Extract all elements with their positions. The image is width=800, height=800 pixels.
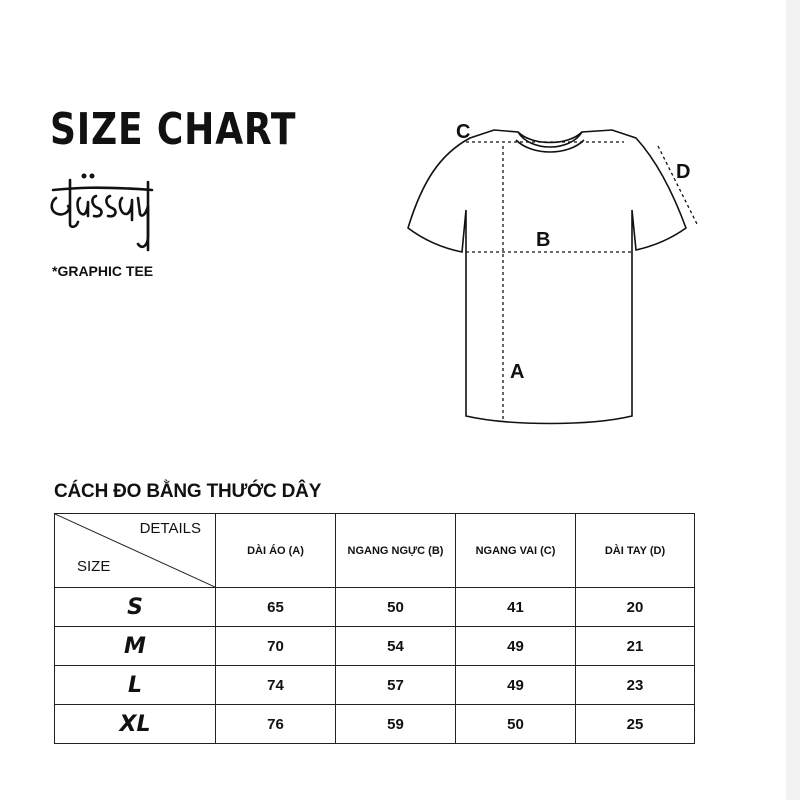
section-title: CÁCH ĐO BẰNG THƯỚC DÂY — [54, 481, 322, 502]
value-cell: 41 — [456, 588, 576, 627]
column-header: NGANG NGỰC (B) — [336, 514, 456, 588]
value-cell: 23 — [576, 666, 695, 705]
value-cell: 49 — [456, 627, 576, 666]
table-row — [55, 705, 695, 744]
logo-text: Stüssy — [48, 160, 52, 161]
details-label: DETAILS — [139, 520, 201, 537]
column-header: NGANG VAI (C) — [456, 514, 576, 588]
corner-cell — [55, 514, 216, 588]
value-cell: 59 — [336, 705, 456, 744]
value-cell: 50 — [336, 588, 456, 627]
table-row — [55, 666, 695, 705]
column-header: DÀI TAY (D) — [576, 514, 695, 588]
page-edge-strip — [786, 0, 800, 800]
value-cell: 70 — [216, 627, 336, 666]
label-b: B — [536, 229, 551, 251]
table-header-row — [55, 514, 695, 588]
table-row — [55, 627, 695, 666]
label-c: C — [456, 121, 471, 143]
stussy-logo — [48, 160, 163, 255]
size-cell: M — [55, 627, 216, 666]
value-cell: 20 — [576, 588, 695, 627]
value-cell: 49 — [456, 666, 576, 705]
column-header: DÀI ÁO (A) — [216, 514, 336, 588]
value-cell: 74 — [216, 666, 336, 705]
value-cell: 21 — [576, 627, 695, 666]
size-table — [54, 513, 695, 744]
size-cell: L — [55, 666, 216, 705]
value-cell: 76 — [216, 705, 336, 744]
value-cell: 25 — [576, 705, 695, 744]
tshirt-diagram — [400, 110, 710, 440]
table-row — [55, 588, 695, 627]
value-cell: 57 — [336, 666, 456, 705]
value-cell: 50 — [456, 705, 576, 744]
product-type: *GRAPHIC TEE — [52, 263, 154, 279]
label-d: D — [676, 161, 691, 183]
value-cell: 54 — [336, 627, 456, 666]
value-cell: 65 — [216, 588, 336, 627]
size-label: SIZE — [77, 558, 111, 575]
size-cell: XL — [55, 705, 216, 744]
size-cell: S — [55, 588, 216, 627]
page-title: SIZE CHART — [50, 104, 297, 155]
label-a: A — [510, 361, 525, 383]
